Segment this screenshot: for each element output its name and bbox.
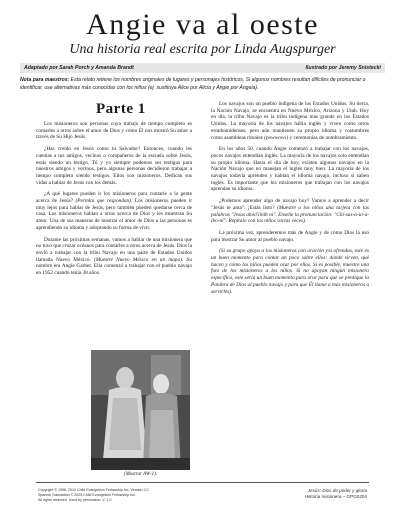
paragraph-text: En los años 50, cuando Angie comenzó a trabajar con los navajos, pocos navajos entendían inglés. La mayoría de los navajos solo entendían su propio idioma. Hasta el día de hoy, existen algunos navajos en la Nación Navajo que no manejan el inglés muy bien. La mayoría de los navajos todavía aprenden y hablan el idioma navajo, incluso si saben inglés. Es importante que los misioneros que trabajan con los navajos aprendan su idioma. — [211, 146, 369, 193]
right-column — [211, 101, 369, 300]
illustrated-by-credit: Ilustrado por Jeremy Snistecki — [305, 65, 381, 71]
footer-series — [305, 488, 367, 500]
teacher-instruction: (Permita que respondan) — [75, 198, 131, 205]
teacher-note — [20, 77, 385, 92]
paragraph-text: . — [304, 218, 307, 225]
footer-copyright — [38, 488, 188, 502]
paragraph-text: ¿Has creído en Jesús como tu Salvador? Entonces, cuando les cuentas a tus amigos, vecinos o compañeros de la escuela sobre Jesús, estás siendo un testigo. Tú y yo siempre podemos ser testigos para nuestros amigos y vecinos, pero algunas personas decidieron trabajar a tiempo completo siendo testigos. Ellos son misioneros. Dedican sus vidas a hablar de Jesús con los demás. — [36, 146, 192, 186]
copyright-line: Copyright © 1998, 2019 Child Evangelism Fellowship Inc. Version 2.0 — [38, 488, 149, 492]
left-column — [36, 121, 192, 282]
lesson-code: Historia misionera – GPG0204 — [304, 494, 367, 499]
adapted-by-credit: Adaptado por Sarah Porch y Amanda Brandt — [24, 65, 134, 71]
paragraph-text: . Su nombre era Angie Garber. Ella comenzó a trabajar con el pueblo navajo en 1952 cuando tenía 38 años. — [36, 256, 192, 277]
copyright-line: Spanish Translation © 2025 Child Evangelism Fellowship Inc. — [38, 492, 136, 497]
paragraph-text: . — [231, 288, 233, 295]
historical-photo — [91, 350, 190, 470]
footer-divider — [36, 482, 369, 483]
copyright-line: All rights reserved. Used by permission. V. 1.0. — [38, 497, 113, 502]
teacher-instruction: (Muestre Nuevo México en un mapa) — [94, 256, 182, 263]
page-title: Angie va al oeste — [86, 8, 319, 41]
teacher-note-text: Esta relato retiene los nombres originales de lugares y personajes históricos. Si algunos nombres resultan difíciles de pronunciar o identificar, use alternativas más conocidas con los niños (ej. sustituya Alice por Alicia y Angie por Ángela). — [20, 77, 366, 91]
paragraph-text: Los misioneros son personas cuyo trabajo de tiempo completo es contarles a otros sobre el amor de Dios y cómo Él nos mostró Su amor a través de Su Hijo Jesús. — [36, 121, 192, 141]
paragraph — [211, 101, 369, 141]
paragraph — [211, 146, 369, 193]
photo-illustration — [91, 350, 190, 470]
teacher-instruction: (Muestre a los niños una tarjeta con las palabras "Jesus ahóó'ííníh ni". Enseñe la pronunciación: "Chí-sas-a-io-a-ibo-ni". Repítalo con los niños varias veces) — [211, 204, 369, 225]
paragraph — [36, 237, 192, 277]
paragraph — [211, 248, 369, 295]
paragraph — [36, 191, 192, 231]
teacher-instruction: (Si su grupo apoya a los misioneros con oración y/u ofrendas, este es un buen momento para contar un poco sobre ellos: dónde sirven, qué hacen y cómo los niños pueden orar por ellos. Si es posible, muestre una foto de los misioneros a los niños. Si no apoyan ningún misionero específico, este sería un buen momento para orar para que se predique la Palabra de Dios al pueblo navajo y para que Él llame a más misioneros a servirles) — [211, 248, 369, 295]
paragraph-text: ¿A qué lugares pueden ir los misioneros para contarle a la gente acerca de Jesús? — [36, 191, 192, 205]
paragraph — [211, 230, 369, 243]
page-subtitle: Una historia real escrita por Linda Augspurger — [69, 42, 336, 57]
photo-caption: (Mostrar AW-1). — [123, 472, 158, 477]
paragraph — [36, 146, 192, 186]
paragraph-text: La próxima vez, aprenderemos más de Angie y de cómo Dios la usó para mostrar Su amor al pueblo navajo. — [211, 229, 369, 243]
teacher-note-label: Nota para maestros: — [20, 77, 70, 83]
credits-bar — [20, 63, 385, 73]
section-heading: Parte 1 — [96, 101, 146, 117]
paragraph-text: y ceremonias de nombramiento. — [288, 134, 358, 141]
paragraph-text: Durante las próximas semanas, vamos a hablar de una misionera que no tuvo que cruzar océanos para contarles a otros acerca de Jesús. Dios la envió a trabajar con la tribu Navajo en una parte de Estados Unidos llamada Nuevo México. — [36, 236, 192, 263]
paragraph-text: Los navajos son un pueblo indígena de los Estados Unidos. Su tierra, la Nación Navajo, se encuentra en Nuevo México, Arizona y Utah. Hoy en día, la tribu Navajo es la tribu indígena más grande en los Estados Unidos. La mayoría de los navajos habla inglés y viven como otros estadounidenses, pero aún mantienen su propio idioma y costumbres como asambleas rituales — [211, 101, 369, 141]
series-title: Jesús: Dios de poder y gloria — [307, 488, 367, 493]
paragraph — [36, 121, 192, 141]
teacher-instruction: (powwows) — [264, 134, 289, 141]
paragraph-text: . Los misioneros pueden ir muy lejos para hablar de Jesús, pero también pueden quedarse cerca de casa. Los misioneros hablan a otros acerca de Dios y les muestran Su amor. Una de sus maneras de mostrar el amor de Dios a las personas es aprendiendo su idioma y adoptando su forma de vivir. — [36, 198, 192, 231]
paragraph — [211, 198, 369, 225]
paragraph-text: ¿Podemos aprender algo de navajo hoy? Vamos a aprender a decir "Jesús te ama". ¡Estás listo? — [211, 198, 369, 211]
